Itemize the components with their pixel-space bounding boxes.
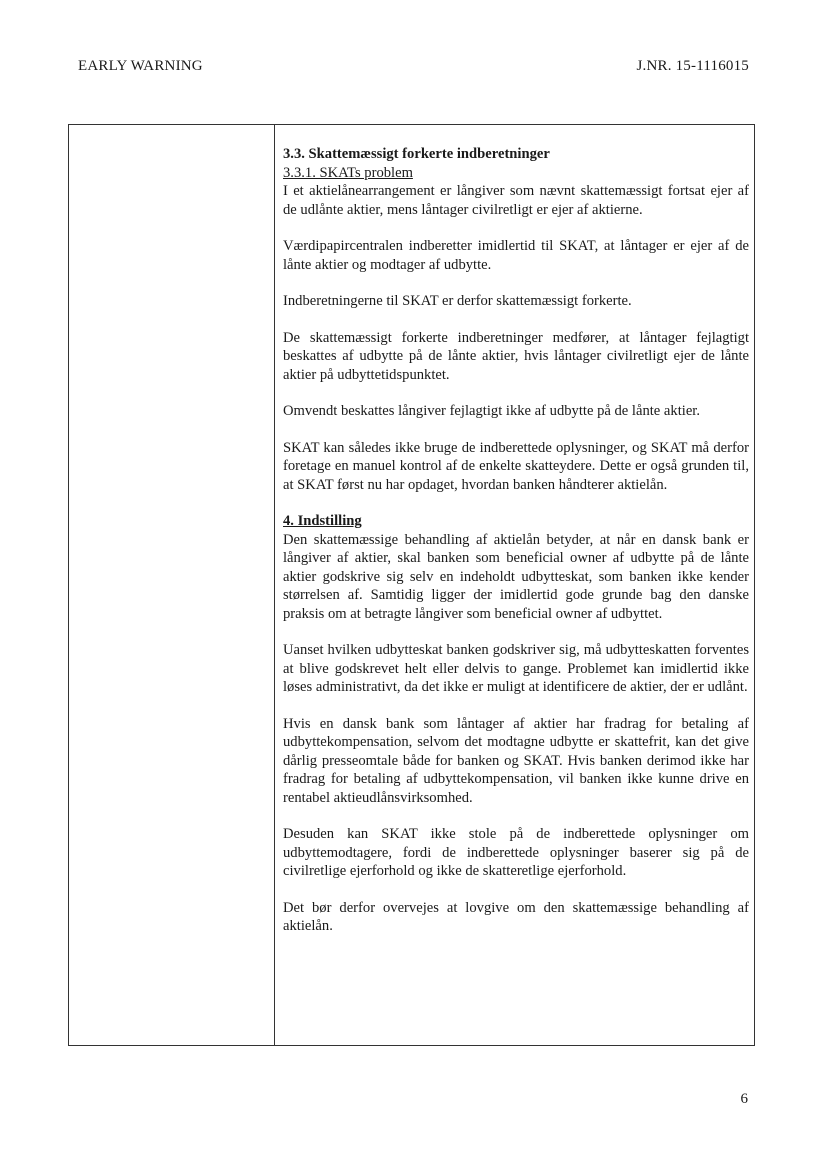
paragraph: Omvendt beskattes långiver fejlagtigt ikke af udbytte på de lånte aktier. (283, 403, 700, 419)
paragraph: SKAT kan således ikke bruge de indberettede oplysninger, og SKAT må derfor foretage en manuel kontrol af de enkelte skatteydere. Dette er også grunden til, at SKAT først nu har opdaget, hvordan banken håndterer aktielån. (283, 439, 749, 493)
section-heading-3-3: 3.3. Skattemæssigt forkerte indberetninger (283, 146, 550, 162)
paragraph: Hvis en dansk bank som låntager af aktier har fradrag for betaling af udbyttekompensation, selvom det modtagne udbytte er skattefrit, kan det give dårlig presseomtale både for banken og SKAT. Hvis banken derimod ikke har fradrag for betaling af udbyttekompensation, vil banken ikke kunne drive en rentabel aktieudlånsvirksomhed. (283, 715, 749, 806)
paragraph: Uanset hvilken udbytteskat banken godskriver sig, må udbytteskatten forventes at blive godskrevet helt eller delvis to gange. Problemet kan imidlertid ikke løses administrativt, da det ikke er muligt at identificere de aktier, der er udlånt. (283, 642, 749, 695)
document-reference-number: J.NR. 15-1116015 (636, 58, 749, 74)
paragraph: Værdipapircentralen indberetter imidlertid til SKAT, at låntager er ejer af de lånte aktier og modtager af udbytte. (283, 238, 749, 273)
paragraph: Den skattemæssige behandling af aktielån betyder, at når en dansk bank er långiver af aktier, skal banken som beneficial owner af udbytte på de lånte aktier godskrive sig selv en indeholdt udbytteskat, som banken ikke kender størrelsen af. Samtidig ligger der imidlertid gode grunde bag den danske praksis om at betragte långiver som beneficial owner af udbyttet. (283, 531, 749, 622)
paragraph: Indberetningerne til SKAT er derfor skattemæssigt forkerte. (283, 293, 632, 309)
page-number: 6 (740, 1091, 748, 1107)
paragraph: Desuden kan SKAT ikke stole på de indberettede oplysninger om udbyttemodtagere, fordi de indberettede oplysninger baserer sig på de civilretlige ejerforhold og ikke de skatteretlige ejerforhold. (283, 826, 749, 879)
section-heading-4: 4. Indstilling (283, 513, 362, 529)
column-divider (274, 125, 275, 1045)
paragraph: Det bør derfor overvejes at lovgive om den skattemæssige behandling af aktielån. (283, 899, 749, 934)
paragraph: De skattemæssigt forkerte indberetninger medfører, at låntager fejlagtigt beskattes af udbytte på de lånte aktier, hvis låntager civilretligt ejer de lånte aktier på udbyttetidspunktet. (283, 329, 749, 383)
paragraph: I et aktielånearrangement er långiver som nævnt skattemæssigt fortsat ejer af de udlånte aktier, mens låntager civilretligt er ejer af aktierne. (283, 183, 749, 218)
content-table (68, 124, 755, 1046)
content-column (283, 145, 749, 936)
document-header-left: EARLY WARNING (78, 58, 203, 74)
subsection-heading-3-3-1: 3.3.1. SKATs problem (283, 164, 413, 181)
